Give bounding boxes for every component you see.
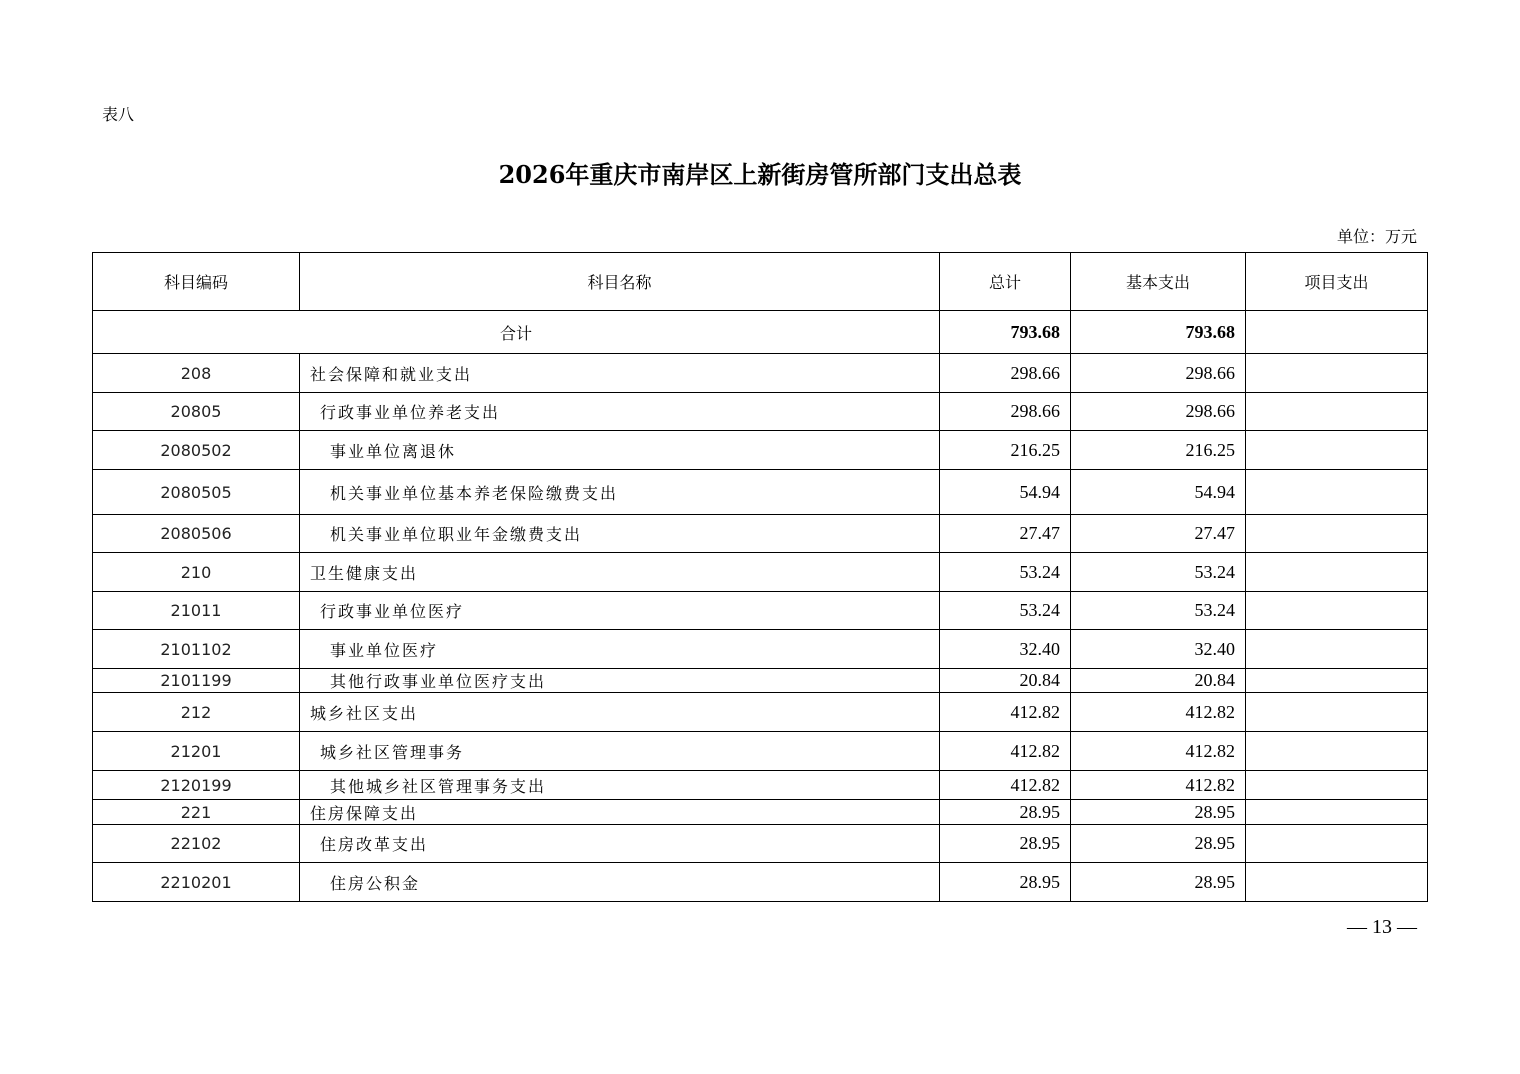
row-project (1246, 825, 1428, 863)
row-project (1246, 592, 1428, 630)
page-title: 2026年重庆市南岸区上新街房管所部门支出总表 (498, 160, 1022, 189)
total-row (93, 311, 1428, 354)
row-project (1246, 354, 1428, 393)
row-total: 27.47 (940, 515, 1071, 553)
row-code: 212 (93, 693, 300, 732)
table-row (93, 354, 1428, 393)
row-basic: 53.24 (1071, 592, 1246, 630)
row-project (1246, 771, 1428, 800)
row-project (1246, 732, 1428, 771)
row-total: 216.25 (940, 431, 1071, 470)
row-project (1246, 800, 1428, 825)
row-basic: 27.47 (1071, 515, 1246, 553)
row-project (1246, 693, 1428, 732)
row-name: 城乡社区管理事务 (300, 732, 940, 771)
row-name: 社会保障和就业支出 (300, 354, 940, 393)
header-total: 总计 (940, 253, 1071, 311)
table-row (93, 732, 1428, 771)
row-code: 21201 (93, 732, 300, 771)
row-total: 298.66 (940, 354, 1071, 393)
row-basic: 32.40 (1071, 630, 1246, 669)
row-code: 2210201 (93, 863, 300, 902)
table-row (93, 431, 1428, 470)
row-total: 20.84 (940, 669, 1071, 693)
row-project (1246, 515, 1428, 553)
row-total: 28.95 (940, 825, 1071, 863)
header-project: 项目支出 (1246, 253, 1428, 311)
row-name: 住房保障支出 (300, 800, 940, 825)
table-row (93, 470, 1428, 515)
row-basic: 298.66 (1071, 354, 1246, 393)
row-total: 412.82 (940, 693, 1071, 732)
table-row (93, 393, 1428, 431)
row-basic: 28.95 (1071, 825, 1246, 863)
row-code: 2080505 (93, 470, 300, 515)
header-basic: 基本支出 (1071, 253, 1246, 311)
row-code: 210 (93, 553, 300, 592)
table-row (93, 771, 1428, 800)
row-project (1246, 553, 1428, 592)
row-total: 298.66 (940, 393, 1071, 431)
row-name: 城乡社区支出 (300, 693, 940, 732)
row-code: 2120199 (93, 771, 300, 800)
row-total: 53.24 (940, 553, 1071, 592)
row-name: 住房改革支出 (300, 825, 940, 863)
row-project (1246, 470, 1428, 515)
row-basic: 28.95 (1071, 800, 1246, 825)
row-code: 20805 (93, 393, 300, 431)
row-project (1246, 863, 1428, 902)
total-label: 合计 (93, 311, 940, 354)
row-project (1246, 630, 1428, 669)
row-basic: 28.95 (1071, 863, 1246, 902)
row-total: 412.82 (940, 771, 1071, 800)
row-basic: 412.82 (1071, 732, 1246, 771)
header-row (93, 253, 1428, 311)
row-project (1246, 431, 1428, 470)
table-row (93, 553, 1428, 592)
row-code: 22102 (93, 825, 300, 863)
row-total: 28.95 (940, 800, 1071, 825)
row-project (1246, 669, 1428, 693)
row-code: 2101199 (93, 669, 300, 693)
row-code: 208 (93, 354, 300, 393)
header-code: 科目编码 (93, 253, 300, 311)
total-basic: 793.68 (1071, 311, 1246, 354)
table-row (93, 515, 1428, 553)
row-name: 其他行政事业单位医疗支出 (300, 669, 940, 693)
table-row (93, 825, 1428, 863)
header-name: 科目名称 (300, 253, 940, 311)
row-name: 机关事业单位职业年金缴费支出 (300, 515, 940, 553)
row-basic: 412.82 (1071, 771, 1246, 800)
row-name: 事业单位医疗 (300, 630, 940, 669)
unit-label: 单位：万元 (1336, 227, 1417, 246)
row-code: 2080506 (93, 515, 300, 553)
row-basic: 54.94 (1071, 470, 1246, 515)
row-code: 21011 (93, 592, 300, 630)
row-basic: 298.66 (1071, 393, 1246, 431)
table-row (93, 592, 1428, 630)
row-name: 机关事业单位基本养老保险缴费支出 (300, 470, 940, 515)
row-name: 行政事业单位医疗 (300, 592, 940, 630)
row-project (1246, 393, 1428, 431)
row-basic: 412.82 (1071, 693, 1246, 732)
row-code: 2101102 (93, 630, 300, 669)
row-basic: 53.24 (1071, 553, 1246, 592)
row-basic: 20.84 (1071, 669, 1246, 693)
table-row (93, 693, 1428, 732)
row-name: 住房公积金 (300, 863, 940, 902)
expenditure-table (92, 252, 1428, 902)
row-name: 卫生健康支出 (300, 553, 940, 592)
total-project (1246, 311, 1428, 354)
row-total: 53.24 (940, 592, 1071, 630)
row-total: 54.94 (940, 470, 1071, 515)
row-total: 32.40 (940, 630, 1071, 669)
table-row (93, 630, 1428, 669)
table-row (93, 800, 1428, 825)
row-total: 28.95 (940, 863, 1071, 902)
row-name: 事业单位离退休 (300, 431, 940, 470)
row-name: 其他城乡社区管理事务支出 (300, 771, 940, 800)
table-label: 表八 (102, 105, 135, 124)
row-basic: 216.25 (1071, 431, 1246, 470)
row-code: 2080502 (93, 431, 300, 470)
table-row (93, 863, 1428, 902)
row-total: 412.82 (940, 732, 1071, 771)
row-code: 221 (93, 800, 300, 825)
table-row (93, 669, 1428, 693)
total-sum: 793.68 (940, 311, 1071, 354)
row-name: 行政事业单位养老支出 (300, 393, 940, 431)
page-number: — 13 — (1347, 916, 1417, 938)
